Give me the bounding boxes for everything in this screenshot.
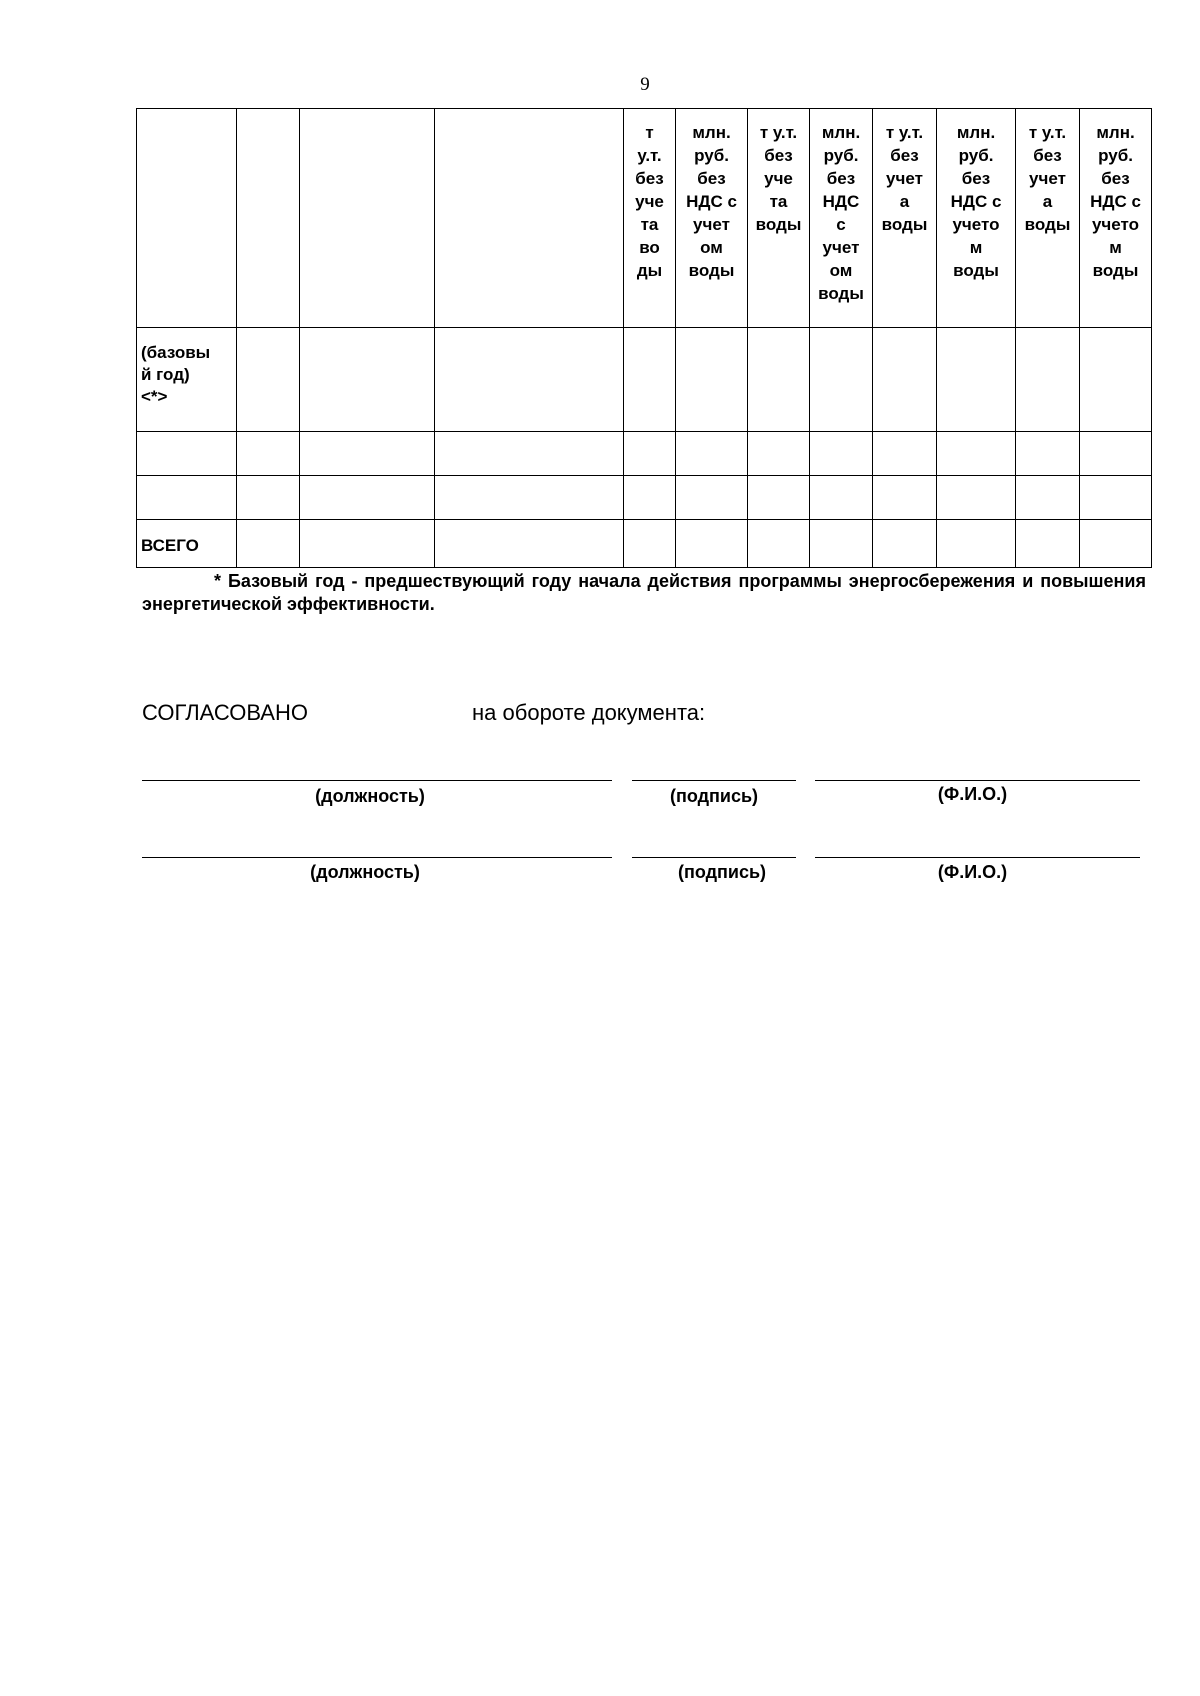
table-row <box>137 476 1152 520</box>
approval-title: СОГЛАСОВАНО <box>142 700 308 725</box>
approval-note: на обороте документа: <box>472 700 706 725</box>
total-row <box>137 520 1152 568</box>
table-cell <box>810 328 873 432</box>
table-cell <box>137 476 237 520</box>
table-cell <box>300 520 435 568</box>
table-cell <box>810 520 873 568</box>
table-cell <box>937 328 1016 432</box>
table-cell <box>1080 432 1152 476</box>
table-cell <box>676 476 748 520</box>
column-unit-header: млн. руб. без НДС с учет ом воды <box>676 109 748 328</box>
table-cell <box>676 520 748 568</box>
signature-caption: (подпись) <box>669 786 759 806</box>
full-name-line <box>815 857 1140 858</box>
table-cell <box>435 432 624 476</box>
table-cell <box>676 328 748 432</box>
base-year-footnote: * Базовый год - предшествующий году начала действия программы энергосбережения и повышения энергетической эффективности. <box>142 571 1146 614</box>
base-year-label: (базовы й год) <*> <box>137 328 237 432</box>
table-cell <box>624 476 676 520</box>
table-cell <box>873 328 937 432</box>
position-caption: (должность) <box>315 786 425 806</box>
table-cell <box>1016 432 1080 476</box>
table-cell <box>435 520 624 568</box>
signature-line <box>632 857 796 858</box>
table-cell <box>1016 476 1080 520</box>
table-cell <box>435 328 624 432</box>
position-caption: (должность) <box>310 862 420 882</box>
table-cell <box>873 476 937 520</box>
table-cell <box>676 432 748 476</box>
table-cell <box>810 476 873 520</box>
table-cell <box>1080 328 1152 432</box>
table-cell <box>810 432 873 476</box>
column-unit-header: т у.т. без уче та во ды <box>624 109 676 328</box>
base-year-row <box>137 328 1152 432</box>
table-cell <box>748 328 810 432</box>
table-cell <box>937 432 1016 476</box>
column-unit-header: млн. руб. без НДС с учето м воды <box>1080 109 1152 328</box>
table-cell <box>300 476 435 520</box>
table-cell <box>137 432 237 476</box>
table-cell <box>300 432 435 476</box>
table-row <box>137 432 1152 476</box>
column-unit-header: т у.т. без уче та воды <box>748 109 810 328</box>
table-cell <box>237 328 300 432</box>
table-cell <box>624 328 676 432</box>
full-name-line <box>815 780 1140 781</box>
signature-caption: (подпись) <box>677 862 767 882</box>
table-cell <box>1016 328 1080 432</box>
signature-line <box>632 780 796 781</box>
full-name-caption: (Ф.И.О.) <box>937 862 1008 882</box>
table-cell <box>137 109 237 328</box>
table-cell <box>237 432 300 476</box>
page-number: 9 <box>640 74 650 95</box>
table-cell <box>937 520 1016 568</box>
column-unit-header: т у.т. без учет а воды <box>873 109 937 328</box>
table-cell <box>300 328 435 432</box>
full-name-caption: (Ф.И.О.) <box>937 784 1008 804</box>
column-unit-header: млн. руб. без НДС с учет ом воды <box>810 109 873 328</box>
table-cell <box>1080 476 1152 520</box>
position-line <box>142 857 612 858</box>
column-unit-header: т у.т. без учет а воды <box>1016 109 1080 328</box>
table-cell <box>237 109 300 328</box>
table-cell <box>873 432 937 476</box>
table-cell <box>937 476 1016 520</box>
table-cell <box>748 432 810 476</box>
table-cell <box>1016 520 1080 568</box>
table-cell <box>237 520 300 568</box>
table-cell <box>435 476 624 520</box>
energy-savings-table <box>136 108 1152 568</box>
position-line <box>142 780 612 781</box>
table-cell <box>748 476 810 520</box>
table-cell <box>300 109 435 328</box>
table-header-row <box>137 109 1152 328</box>
table-cell <box>748 520 810 568</box>
table-cell <box>624 520 676 568</box>
table-cell <box>624 432 676 476</box>
total-label: ВСЕГО <box>137 520 237 568</box>
table-cell <box>1080 520 1152 568</box>
table-cell <box>237 476 300 520</box>
column-unit-header: млн. руб. без НДС с учето м воды <box>937 109 1016 328</box>
table-cell <box>873 520 937 568</box>
table-cell <box>435 109 624 328</box>
